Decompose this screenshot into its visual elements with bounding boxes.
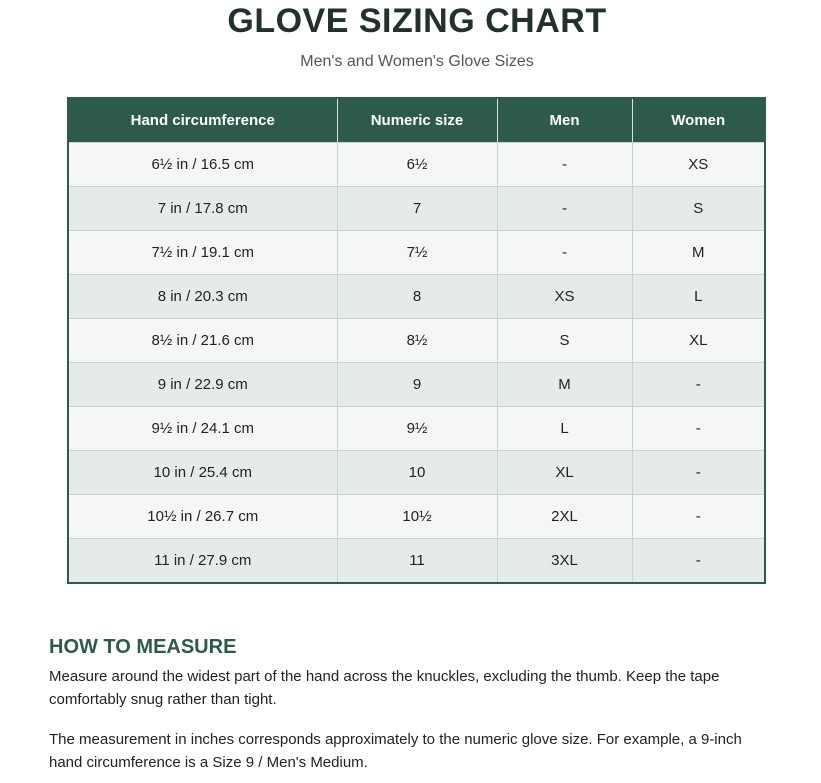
cell-numeric-size: 7½ <box>337 231 497 275</box>
cell-hand-circumference: 9 in / 22.9 cm <box>69 363 337 407</box>
cell-men: XS <box>497 275 632 319</box>
cell-hand-circumference: 7½ in / 19.1 cm <box>69 231 337 275</box>
measure-paragraph: The measurement in inches corresponds approximately to the numeric glove size. For example, a 9-inch hand circumference is a Size 9 / Men's Medium. <box>49 731 742 771</box>
cell-men: XL <box>497 451 632 495</box>
size-table-container <box>67 97 766 584</box>
cell-hand-circumference: 8½ in / 21.6 cm <box>69 319 337 363</box>
column-header-hand-circumference: Hand circumference <box>69 99 337 143</box>
cell-men: 2XL <box>497 495 632 539</box>
cell-numeric-size: 10½ <box>337 495 497 539</box>
cell-women: S <box>632 187 764 231</box>
table-row <box>69 495 764 539</box>
column-header-women: Women <box>632 99 764 143</box>
cell-numeric-size: 8 <box>337 275 497 319</box>
table-row <box>69 187 764 231</box>
cell-men: - <box>497 187 632 231</box>
page-title: GLOVE SIZING CHART <box>227 2 607 40</box>
cell-numeric-size: 11 <box>337 539 497 583</box>
size-table <box>69 99 764 582</box>
cell-women: - <box>632 451 764 495</box>
cell-numeric-size: 8½ <box>337 319 497 363</box>
cell-women: - <box>632 363 764 407</box>
table-row <box>69 231 764 275</box>
cell-hand-circumference: 10 in / 25.4 cm <box>69 451 337 495</box>
cell-men: L <box>497 407 632 451</box>
cell-women: - <box>632 539 764 583</box>
column-header-numeric-size: Numeric size <box>337 99 497 143</box>
cell-numeric-size: 10 <box>337 451 497 495</box>
cell-men: M <box>497 363 632 407</box>
measure-paragraph: Measure around the widest part of the hand across the knuckles, excluding the thumb. Keep the tape comfortably snug rather than tight. <box>49 668 720 708</box>
cell-numeric-size: 6½ <box>337 143 497 187</box>
table-row <box>69 143 764 187</box>
cell-men: 3XL <box>497 539 632 583</box>
cell-women: - <box>632 495 764 539</box>
table-row <box>69 319 764 363</box>
table-row <box>69 407 764 451</box>
cell-men: S <box>497 319 632 363</box>
cell-women: M <box>632 231 764 275</box>
how-to-measure-heading: HOW TO MEASURE <box>49 636 237 658</box>
table-row <box>69 275 764 319</box>
cell-women: XL <box>632 319 764 363</box>
table-row <box>69 363 764 407</box>
cell-women: XS <box>632 143 764 187</box>
table-header-row <box>69 99 764 143</box>
cell-hand-circumference: 6½ in / 16.5 cm <box>69 143 337 187</box>
cell-men: - <box>497 231 632 275</box>
cell-women: - <box>632 407 764 451</box>
cell-men: - <box>497 143 632 187</box>
table-row <box>69 539 764 583</box>
table-row <box>69 451 764 495</box>
cell-hand-circumference: 10½ in / 26.7 cm <box>69 495 337 539</box>
cell-hand-circumference: 9½ in / 24.1 cm <box>69 407 337 451</box>
cell-numeric-size: 7 <box>337 187 497 231</box>
cell-hand-circumference: 7 in / 17.8 cm <box>69 187 337 231</box>
cell-hand-circumference: 11 in / 27.9 cm <box>69 539 337 583</box>
cell-women: L <box>632 275 764 319</box>
cell-numeric-size: 9 <box>337 363 497 407</box>
cell-numeric-size: 9½ <box>337 407 497 451</box>
column-header-men: Men <box>497 99 632 143</box>
page-subtitle: Men's and Women's Glove Sizes <box>300 53 534 70</box>
cell-hand-circumference: 8 in / 20.3 cm <box>69 275 337 319</box>
